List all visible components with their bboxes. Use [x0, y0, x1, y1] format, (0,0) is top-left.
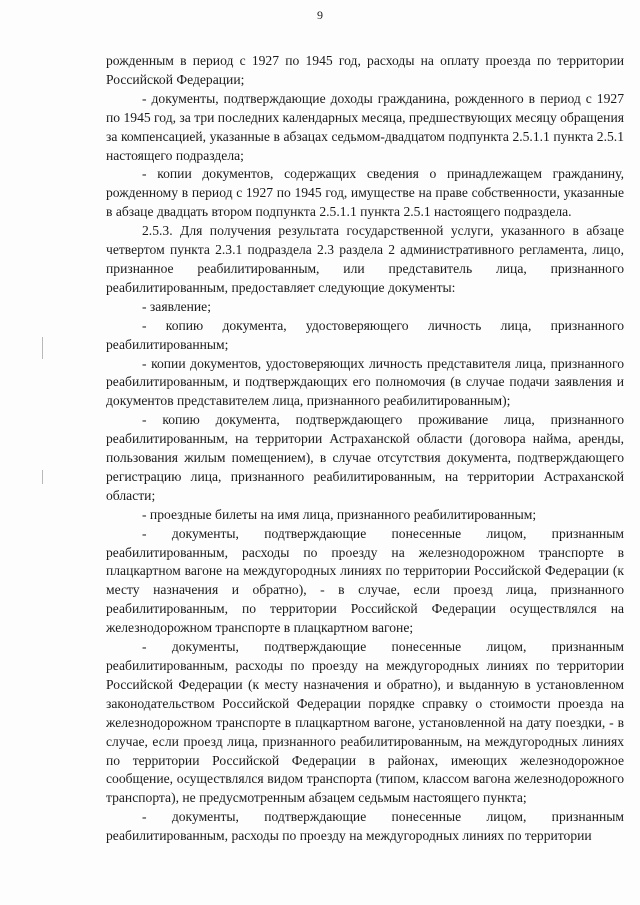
paragraph: - документы, подтверждающие понесенные лицом, признанным реабилитированным, расходы по проезду на междугородных линиях по территории [106, 809, 624, 844]
paragraph: - копию документа, удостоверяющего личность лица, признанного реабилитированным; [106, 317, 624, 352]
scan-artifact-mark [42, 470, 43, 484]
paragraph: рожденным в период с 1927 по 1945 год, расходы на оплату проезда по территории Российской Федерации; [106, 53, 624, 87]
paragraph: 2.5.3. Для получения результата государственной услуги, указанного в абзаце четвертом пункта 2.3.1 подраздела 2.3 раздела 2 административного регламента, лицо, признанное реабилитированным, или представитель лица, признанного реабилитированным, предоставляет следующие документы: [106, 223, 624, 295]
document-body [106, 52, 624, 846]
paragraph: - заявление; [142, 298, 211, 314]
paragraph: - документы, подтверждающие доходы гражданина, рожденного в период с 1927 по 1945 год, за три последних календарных месяца, предшествующих месяцу обращения за компенсацией, указанные в абзацах седьмом-двадцатом подпункта 2.5.1.1 пункта 2.5.1 настоящего подраздела; [106, 90, 624, 163]
paragraph: - документы, подтверждающие понесенные лицом, признанным реабилитированным, расходы по проезду на железнодорожном транспорте в плацкартном вагоне на междугородных линиях по территории Российской Федерации (к месту назначения и обратно), - в случае, если проезд лица, признанного реабилитированным, по территории Российской Федерации осуществлялся на железнодорожном транспорте в плацкартном вагоне; [106, 525, 624, 636]
paragraph: - документы, подтверждающие понесенные лицом, признанным реабилитированным, расходы по проезду на междугородных линиях по территории Российской Федерации (к месту назначения и обратно), и выданную в установленном законодательством Российской Федерации порядке справку о стоимости проезда на железнодорожном транспорте в плацкартном вагоне, установленной на дату поездки, - в случае, если проезд лица, признанного реабилитированным, на междугородных линиях по территории Российской Федерации в районах, имеющих железнодорожное сообщение, осуществлялся видом транспорта (типом, классом вагона железнодорожного транспорта), не предусмотренным абзацем седьмым настоящего пункта; [106, 639, 624, 806]
paragraph: - копии документов, удостоверяющих личность представителя лица, признанного реабилитированным, и подтверждающих его полномочия (в случае подачи заявления и документов представителем лица, признанного реабилитированным); [106, 355, 624, 409]
paragraph: - проездные билеты на имя лица, признанного реабилитированным; [142, 506, 537, 522]
paragraph: - копии документов, содержащих сведения о принадлежащем гражданину, рожденному в период с 1927 по 1945 год, имуществе на праве собственности, указанные в абзаце двадцать втором подпункта 2.5.1.1 пункта 2.5.1 настоящего подраздела. [106, 166, 624, 220]
page-number: 9 [317, 8, 323, 22]
paragraph: - копию документа, подтверждающего проживание лица, признанного реабилитированным, на территории Астраханской области (договора найма, аренды, пользования жилым помещением), в случае отсутствия документа, подтверждающего регистрацию лица, признанного реабилитированным, на территории Астраханской области; [106, 412, 624, 503]
scan-artifact-mark [42, 337, 43, 359]
